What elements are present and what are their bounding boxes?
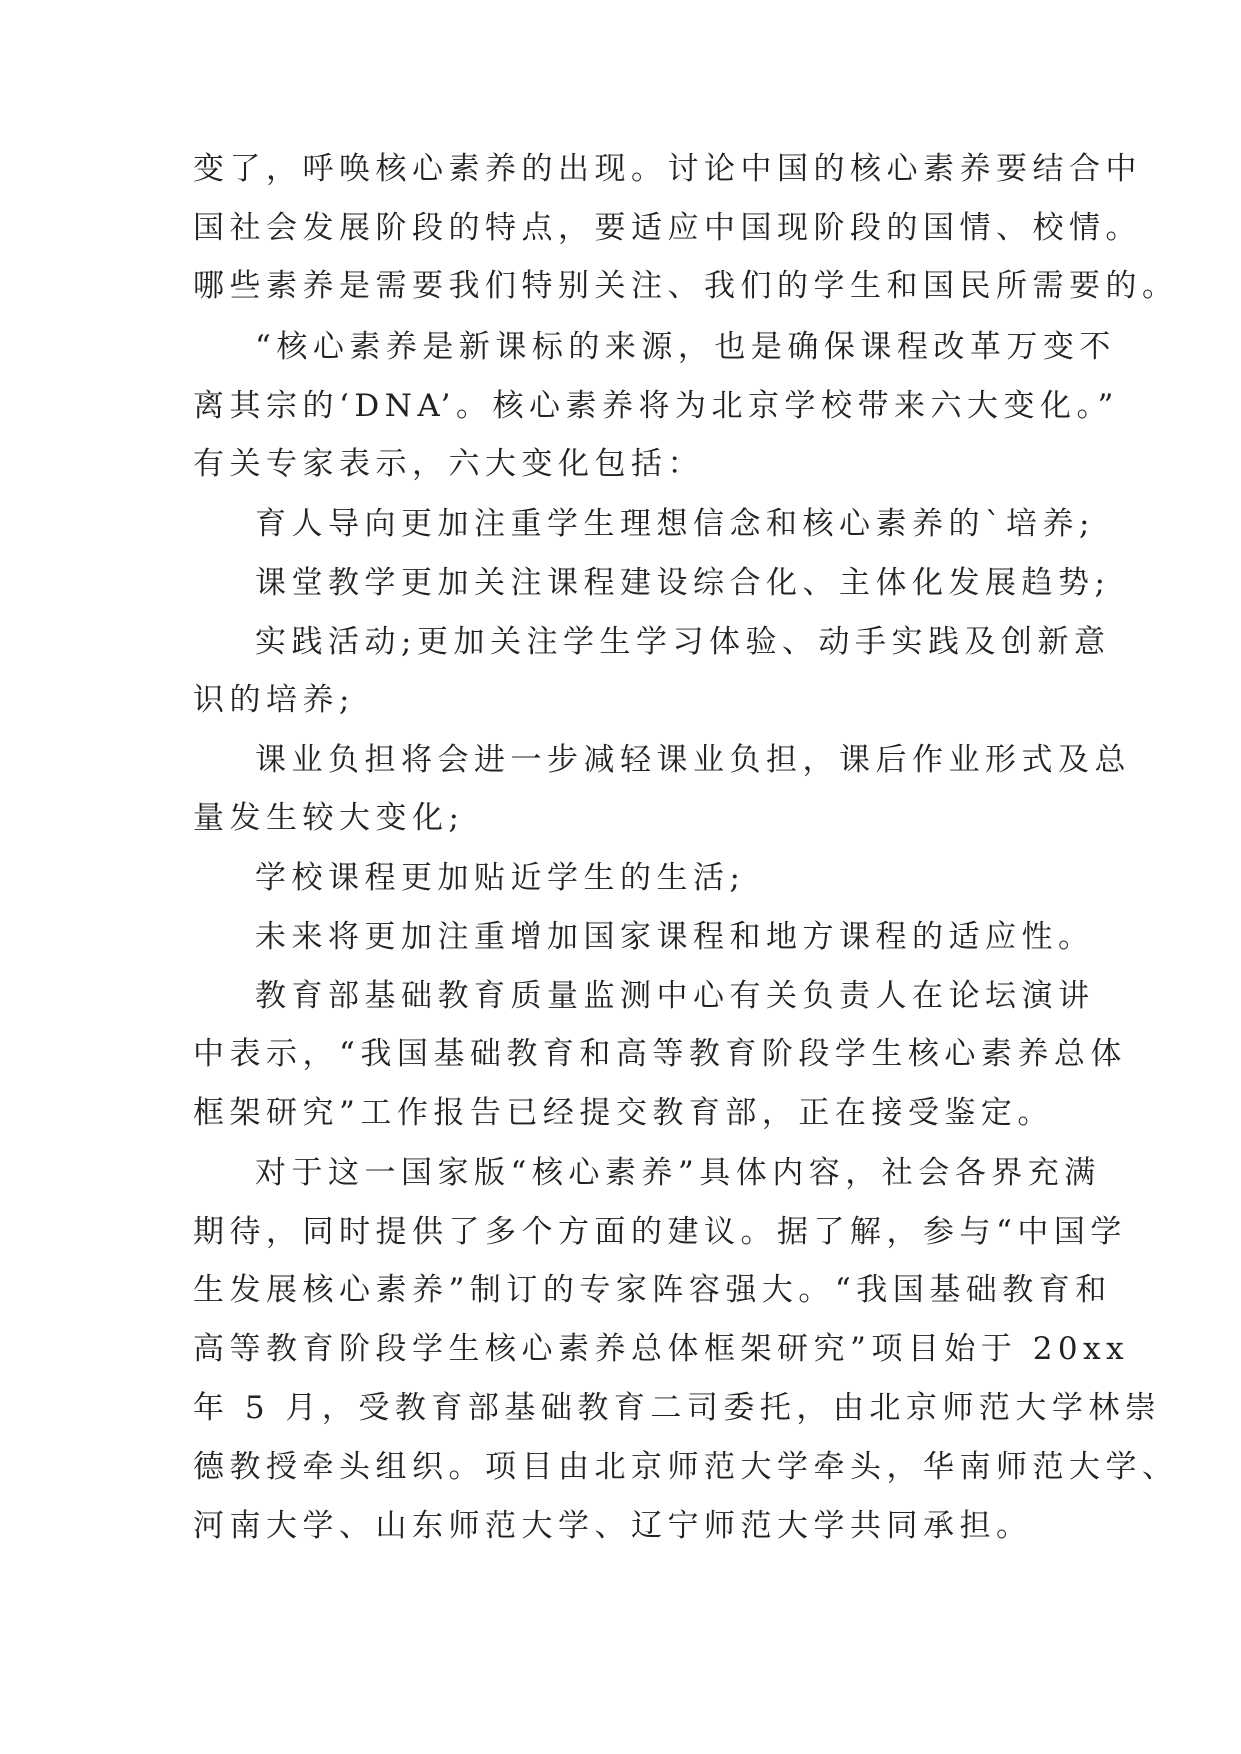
text-line: 离其宗的‘DNA’。核心素养将为北京学校带来六大变化。” [193, 388, 1119, 424]
text-line: 框架研究”工作报告已经提交教育部，正在接受鉴定。 [193, 1095, 1054, 1131]
text-line: 量发生较大变化; [193, 800, 465, 836]
text-line: 有关专家表示，六大变化包括： [193, 446, 704, 482]
text-line: 生发展核心素养”制订的专家阵容强大。“我国基础教育和 [193, 1272, 1112, 1308]
text-line: 中表示，“我国基础教育和高等教育阶段学生核心素养总体 [193, 1036, 1127, 1072]
text-line: 对于这一国家版“核心素养”具体内容，社会各界充满 [255, 1155, 1101, 1191]
text-line: 学校课程更加贴近学生的生活; [255, 860, 746, 896]
text-line: 哪些素养是需要我们特别关注、我们的学生和国民所需要的。 [193, 268, 1179, 304]
text-line: 河南大学、山东师范大学、辽宁师范大学共同承担。 [193, 1508, 1033, 1544]
text-line: 未来将更加注重增加国家课程和地方课程的适应性。 [255, 919, 1095, 955]
text-line: 实践活动;更加关注学生学习体验、动手实践及创新意 [255, 624, 1111, 660]
text-line: 课业负担将会进一步减轻课业负担，课后作业形式及总 [255, 742, 1131, 778]
text-line: 课堂教学更加关注课程建设综合化、主体化发展趋势; [255, 565, 1111, 601]
text-line: 教育部基础教育质量监测中心有关负责人在论坛演讲 [255, 978, 1095, 1014]
text-line: 变了，呼唤核心素养的出现。讨论中国的核心素养要结合中 [193, 151, 1142, 187]
text-line: 高等教育阶段学生核心素养总体框架研究”项目始于 20xx [193, 1331, 1130, 1367]
text-line: 国社会发展阶段的特点，要适应中国现阶段的国情、校情。 [193, 210, 1142, 246]
text-line: 识的培养; [193, 682, 355, 718]
text-line: 期待，同时提供了多个方面的建议。据了解，参与“中国学 [193, 1214, 1127, 1250]
text-line: “核心素养是新课标的来源，也是确保课程改革万变不 [255, 329, 1116, 365]
text-line: 德教授牵头组织。项目由北京师范大学牵头，华南师范大学、 [193, 1449, 1179, 1485]
text-line: 育人导向更加注重学生理想信念和核心素养的`培养; [255, 506, 1095, 542]
text-line: 年 5 月，受教育部基础教育二司委托，由北京师范大学林崇 [193, 1390, 1162, 1426]
